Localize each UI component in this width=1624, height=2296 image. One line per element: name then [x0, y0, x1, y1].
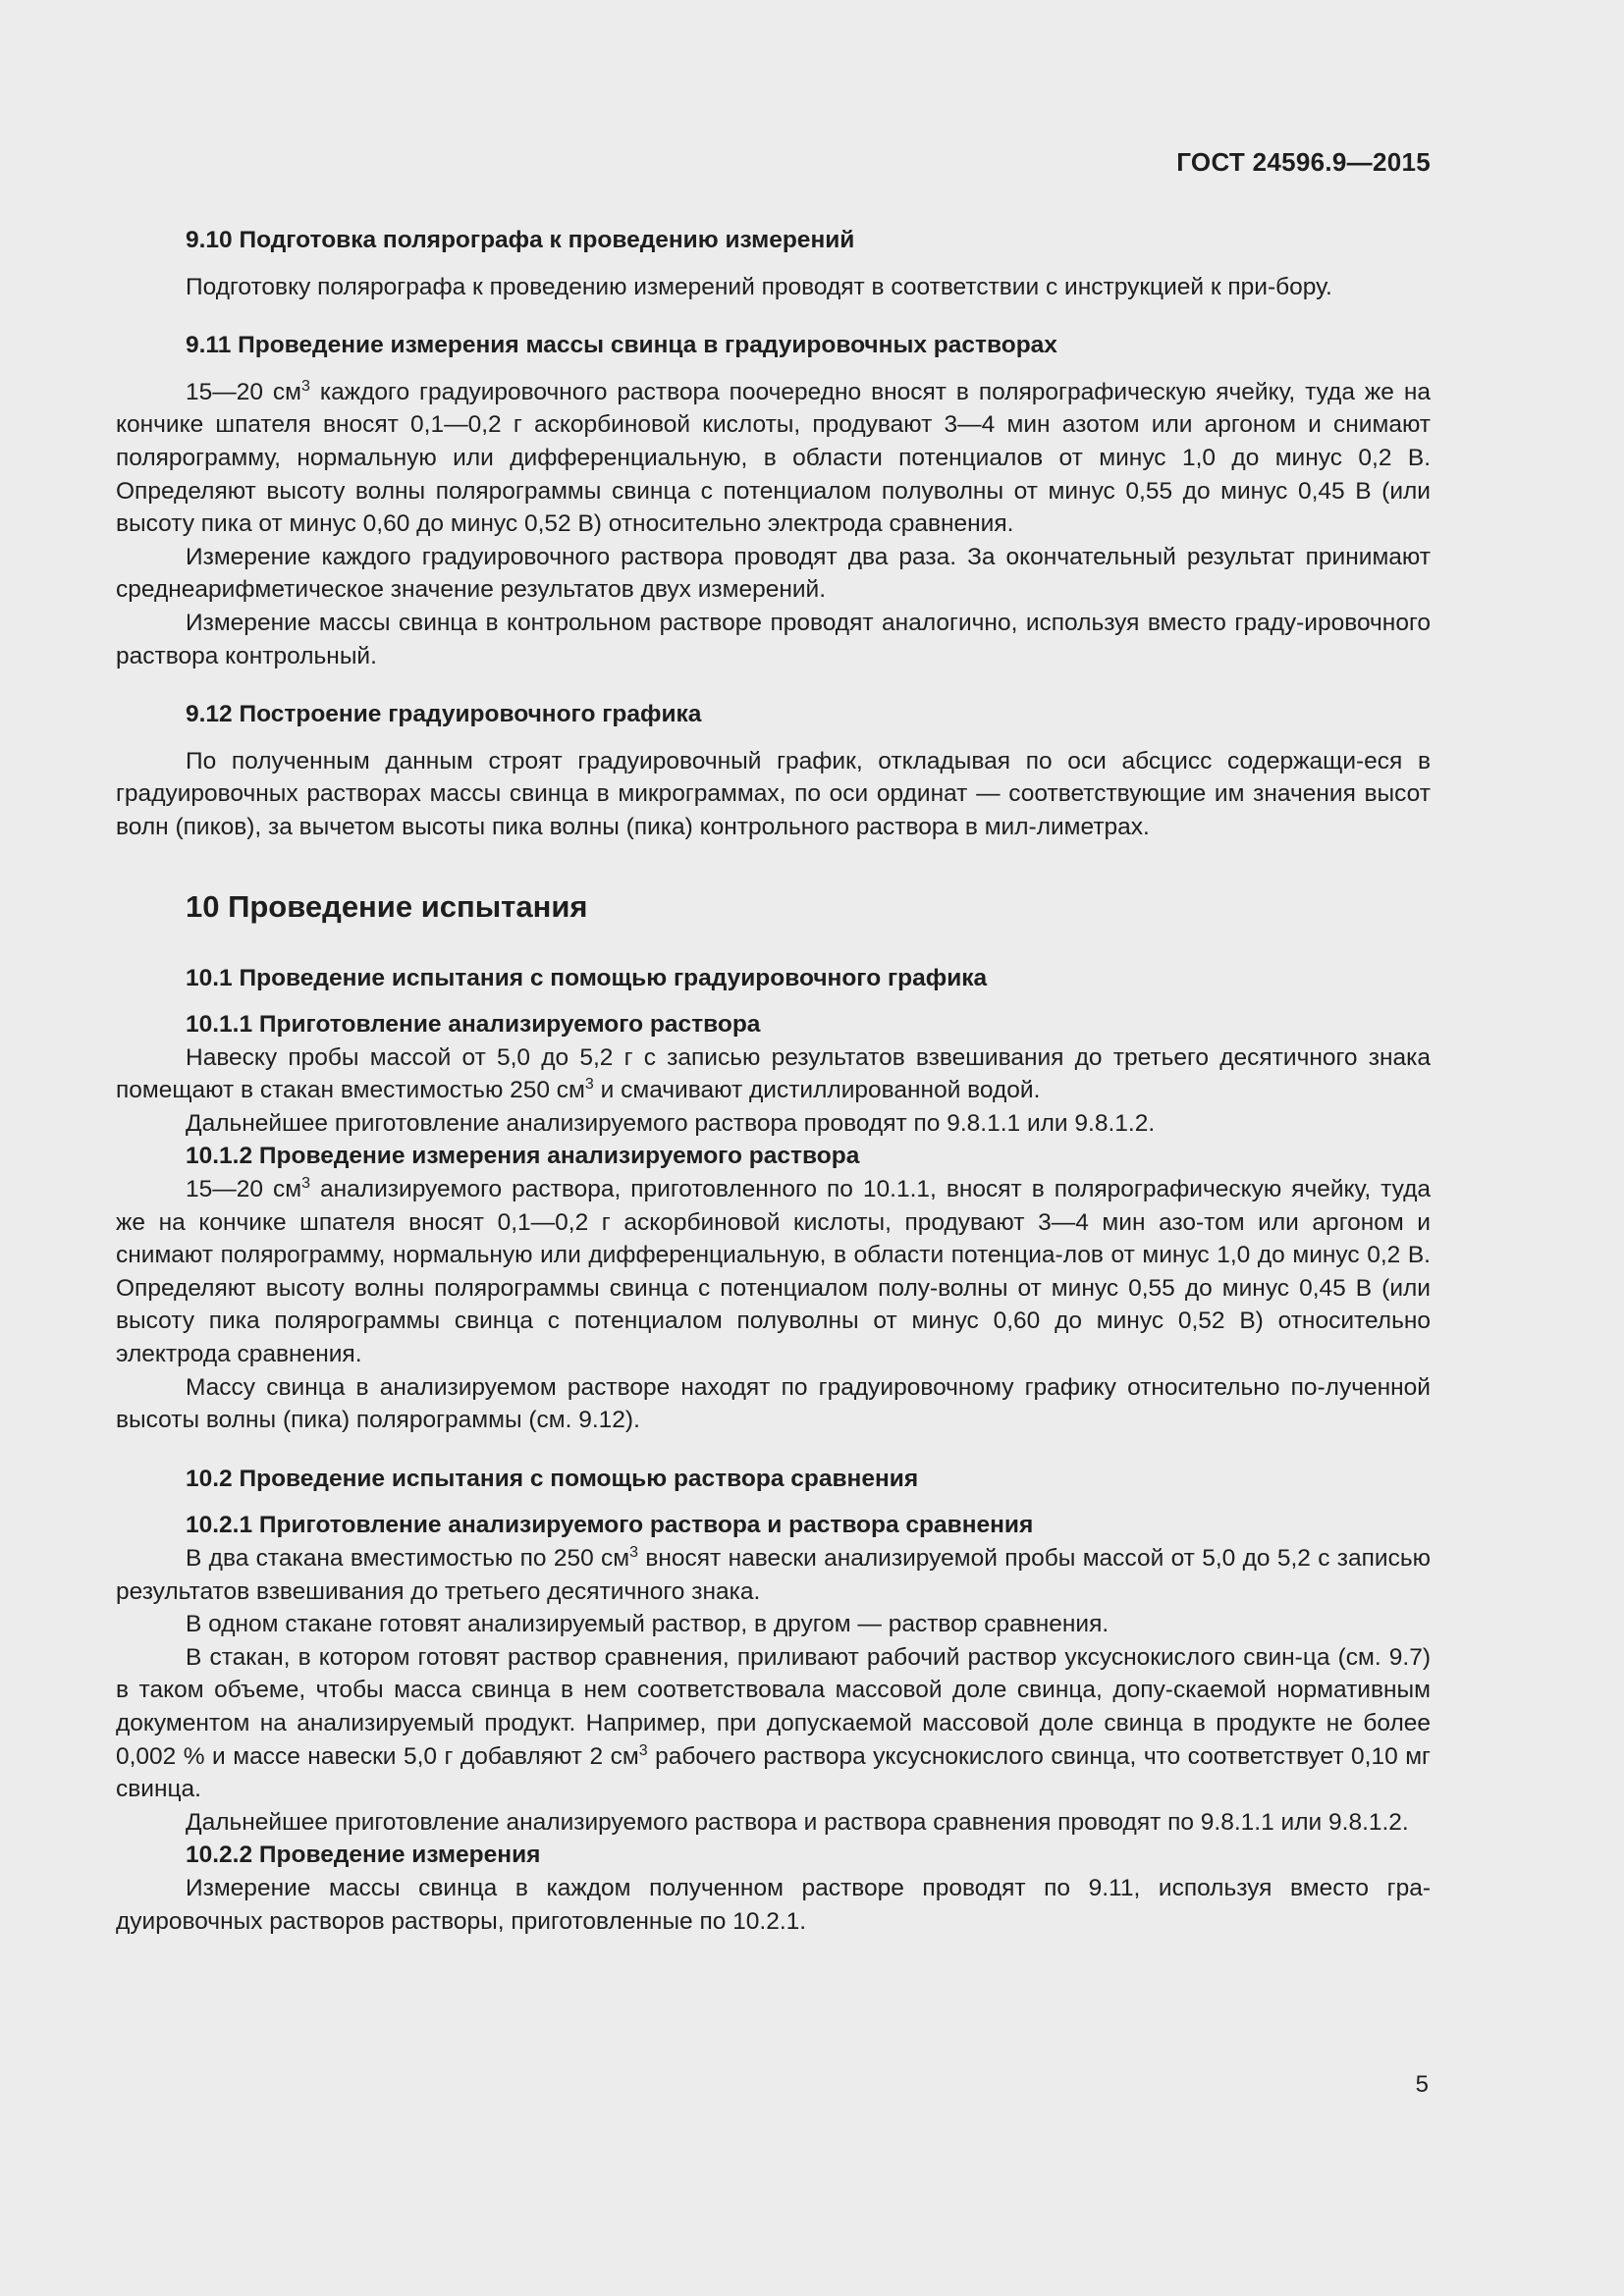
section-9-11-paragraph-1: 15—20 $см^3$ каждого градуировочного раствора поочередно вносят в полярографическую ячейку, туда же на кончике шпателя вносят 0,1—0,2 г аскорбиновой кислоты, продувают 3—4 мин азотом или аргоном и снимают полярограмму, нормальную или дифференциальную, в области потенциалов от минус 1,0 до минус 0,2 В. Определяют высоту волны полярограммы свинца с потенциалом полуволны от минус 0,55 до минус 0,45 В (или высоту пика от минус 0,60 до минус 0,52 В) относительно электрода сравнения.: [116, 377, 1431, 538]
section-10-2-1-paragraph-4: Дальнейшее приготовление анализируемого раствора и раствора сравнения проводят по 9.8.1.1 или 9.8.1.2.: [186, 1808, 1409, 1836]
section-10-2-1-title: 10.2.1 Приготовление анализируемого раствора и раствора сравнения: [186, 1512, 1034, 1539]
section-10-1-1-paragraph-1: Навеску пробы массой от 5,0 до 5,2 г с записью результатов взвешивания до третьего десятичного знака помещают в стакан вместимостью 250 $см^3$ и смачивают дистиллированной водой.: [116, 1043, 1431, 1104]
section-9-10-paragraph: Подготовку полярографа к проведению измерений проводят в соответствии с инструкцией к при-бору.: [186, 273, 1332, 300]
section-9-11-paragraph-3: Измерение массы свинца в контрольном растворе проводят аналогично, используя вместо граду-ировочного раствора контрольный.: [116, 609, 1431, 669]
section-9-12-paragraph: По полученным данным строят градуировочный график, откладывая по оси абсцисс содержащи-еся в градуировочных растворах массы свинца в микрограммах, по оси ординат — соответствующие им значения высот волн (пиков), за вычетом высоты пика волны (пика) контрольного раствора в мил-лиметрах.: [116, 747, 1431, 840]
document-id-header: ГОСТ 24596.9—2015: [1176, 147, 1431, 177]
section-9-11-title: 9.11 Проведение измерения массы свинца в градуировочных растворах: [186, 332, 1057, 359]
section-10-1-2-title: 10.1.2 Проведение измерения анализируемого раствора: [186, 1143, 860, 1170]
section-10-2-1-paragraph-3: В стакан, в котором готовят раствор сравнения, приливают рабочий раствор уксуснокислого свин-ца (см. 9.7) в таком объеме, чтобы масса свинца в нем соответствовала массовой доле свинца, допу-скаемой нормативным документом на анализируемый продукт. Например, при допускаемой массовой доле свинца в продукте не более 0,002 % и массе навески 5,0 г добавляют 2 $см^3$ рабочего раствора уксуснокислого свинца, что соответствует 0,10 мг свинца.: [116, 1643, 1431, 1803]
section-10-2-1-paragraph-1: В два стакана вместимостью по 250 $см^3$ вносят навески анализируемой пробы массой от 5,0 до 5,2 с записью результатов взвешивания до третьего десятичного знака.: [116, 1544, 1432, 1605]
section-10-1-2-paragraph-2: Массу свинца в анализируемом растворе находят по градуировочному графику относительно по-лученной высоты волны (пика) полярограммы (см. 9.12).: [116, 1373, 1431, 1434]
section-10-2-1-paragraph-2: В одном стакане готовят анализируемый раствор, в другом — раствор сравнения.: [186, 1611, 1110, 1638]
section-10-2-2-title: 10.2.2 Проведение измерения: [186, 1842, 541, 1869]
section-10-1-1-paragraph-2: Дальнейшее приготовление анализируемого раствора проводят по 9.8.1.1 или 9.8.1.2.: [186, 1109, 1156, 1137]
section-10-1-title: 10.1 Проведение испытания с помощью градуировочного графика: [186, 964, 988, 991]
section-10-2-title: 10.2 Проведение испытания с помощью раствора сравнения: [186, 1465, 919, 1492]
section-9-12-title: 9.12 Построение градуировочного графика: [186, 701, 702, 728]
section-9-11-paragraph-2: Измерение каждого градуировочного раствора проводят два раза. За окончательный результат принимают среднеарифметическое значение результатов двух измерений.: [116, 543, 1431, 604]
page-number: 5: [1415, 2071, 1429, 2098]
section-10-1-2-paragraph-1: 15—20 $см^3$ анализируемого раствора, приготовленного по 10.1.1, вносят в полярографическую ячейку, туда же на кончике шпателя вносят 0,1—0,2 г аскорбиновой кислоты, продувают 3—4 мин азо-том или аргоном и снимают полярограмму, нормальную или дифференциальную, в области потенциа-лов от минус 1,0 до минус 0,2 В. Определяют высоту волны полярограммы свинца с потенциалом полу-волны от минус 0,55 до минус 0,45 В (или высоту пика полярограммы свинца с потенциалом полуволны от минус 0,60 до минус 0,52 В) относительно электрода сравнения.: [116, 1175, 1432, 1368]
section-10-1-1-title: 10.1.1 Приготовление анализируемого раствора: [186, 1011, 761, 1039]
section-9-10-title: 9.10 Подготовка полярографа к проведению измерений: [186, 227, 855, 253]
section-10-2-2-paragraph: Измерение массы свинца в каждом полученном растворе проводят по 9.11, используя вместо гра-дуировочных растворов растворы, приготовленные по 10.2.1.: [116, 1874, 1431, 1935]
section-10-heading: 10 Проведение испытания: [186, 888, 588, 924]
document-body: [116, 224, 1431, 1938]
